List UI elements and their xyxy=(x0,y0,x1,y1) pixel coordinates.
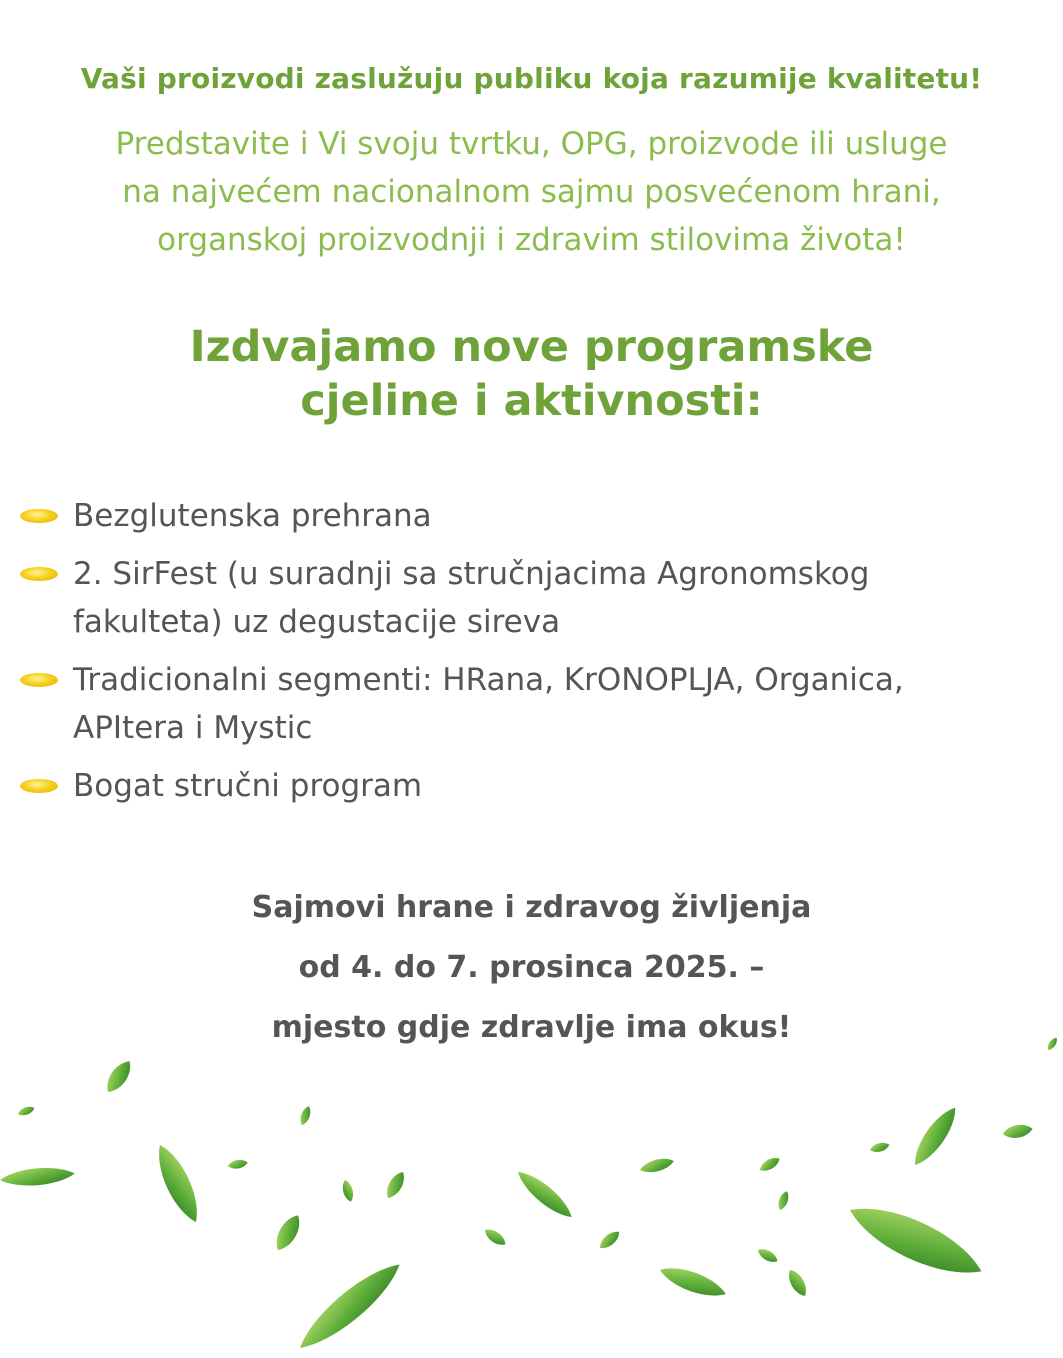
list-item-text: Bezglutenska prehrana xyxy=(73,498,432,534)
list-item-text: Tradicionalni segmenti: HRana, KrONOPLJA, Organica, xyxy=(73,662,904,698)
list-item xyxy=(18,762,1058,810)
list-item-text: fakulteta) uz degustacije sireva xyxy=(73,604,561,640)
intro-line: Predstavite i Vi svoju tvrtku, OPG, proizvode ili usluge xyxy=(115,126,948,162)
footer-line: mjesto gdje zdravlje ima okus! xyxy=(271,1010,792,1045)
list-item-text: Bogat stručni program xyxy=(73,768,423,804)
intro-text xyxy=(0,120,1063,264)
list-item xyxy=(18,550,1058,646)
list-item xyxy=(18,492,1058,540)
section-heading xyxy=(0,320,1063,428)
footer-line: od 4. do 7. prosinca 2025. – xyxy=(298,950,765,985)
intro-line: na najvećem nacionalnom sajmu posvećenom hrani, xyxy=(122,174,941,210)
highlights-list xyxy=(18,492,1058,820)
intro-line: organskoj proizvodnji i zdravim stilovima života! xyxy=(157,222,906,258)
list-item xyxy=(18,656,1058,752)
yellow-bullet-icon xyxy=(20,673,58,687)
footer-line: Sajmovi hrane i zdravog življenja xyxy=(251,890,812,925)
yellow-bullet-icon xyxy=(20,509,58,523)
heading-line: cjeline i aktivnosti: xyxy=(300,376,763,426)
leaves-decoration-icon xyxy=(0,1030,1063,1358)
heading-line: Izdvajamo nove programske xyxy=(189,322,874,372)
list-item-text: APItera i Mystic xyxy=(73,710,313,746)
yellow-bullet-icon xyxy=(20,567,58,581)
list-item-text: 2. SirFest (u suradnji sa stručnjacima Agronomskog xyxy=(73,556,870,592)
yellow-bullet-icon xyxy=(20,779,58,793)
tagline: Vaši proizvodi zaslužuju publiku koja razumije kvalitetu! xyxy=(80,62,983,95)
